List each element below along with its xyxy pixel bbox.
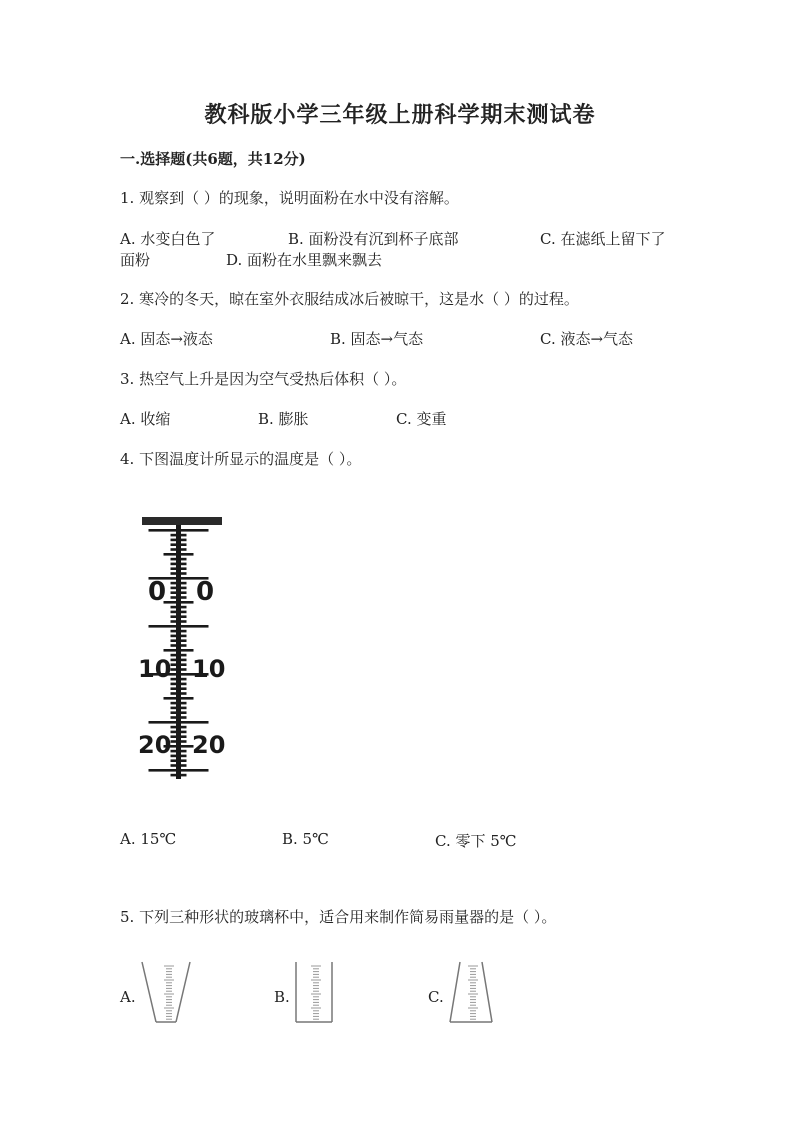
cup-b-straight-image (292, 958, 336, 1028)
thermometer-label-20-right: 20 (192, 731, 226, 759)
question-5-option-c: C. (428, 988, 444, 1006)
question-5-option-b: B. (274, 988, 290, 1006)
question-1-stem: 1. 观察到（ ）的现象，说明面粉在水中没有溶解。 (120, 189, 459, 207)
page-title: 教科版小学三年级上册科学期末测试卷 (204, 102, 596, 128)
thermometer-column (176, 517, 181, 779)
cup-a-tapered-image (138, 958, 194, 1028)
question-1-option-d: D. 面粉在水里飘来飘去 (226, 251, 383, 269)
thermometer-label-0-left: 0 (148, 577, 167, 607)
question-2-option-c: C. 液态→气态 (540, 330, 634, 348)
question-4-option-b: B. 5℃ (282, 830, 329, 848)
thermometer-label-20-left: 20 (138, 731, 172, 759)
question-3-option-b: B. 膨胀 (258, 410, 309, 428)
question-1-option-c-continued: 面粉 (120, 251, 151, 269)
thermometer-top-edge (142, 517, 222, 525)
question-2-option-a: A. 固态→液态 (120, 330, 213, 348)
question-4-stem: 4. 下图温度计所显示的温度是（ ）。 (120, 450, 362, 468)
thermometer-scale-image (128, 515, 238, 785)
question-5-option-a: A. (120, 988, 136, 1006)
question-2-option-b: B. 固态→气态 (330, 330, 424, 348)
question-1-option-b: B. 面粉没有沉到杯子底部 (288, 230, 459, 248)
question-1-option-c: C. 在滤纸上留下了 (540, 230, 666, 248)
thermometer-label-10-right: 10 (192, 655, 226, 683)
cup-c-flared-image (446, 958, 496, 1028)
question-3-stem: 3. 热空气上升是因为空气受热后体积（ ）。 (120, 370, 407, 388)
question-4-option-a: A. 15℃ (120, 830, 177, 848)
thermometer-label-0-right: 0 (196, 577, 215, 607)
section-heading: 一.选择题(共6题，共12分) (120, 150, 306, 168)
question-1-option-a: A. 水变白色了 (120, 230, 216, 248)
question-3-option-a: A. 收缩 (120, 410, 171, 428)
question-4-option-c: C. 零下 5℃ (435, 832, 517, 850)
thermometer-label-10-left: 10 (138, 655, 172, 683)
question-5-stem: 5. 下列三种形状的玻璃杯中，适合用来制作简易雨量器的是（ ）。 (120, 908, 557, 926)
question-3-option-c: C. 变重 (396, 410, 447, 428)
question-2-stem: 2. 寒冷的冬天，晾在室外衣服结成冰后被晾干，这是水（ ）的过程。 (120, 290, 579, 308)
